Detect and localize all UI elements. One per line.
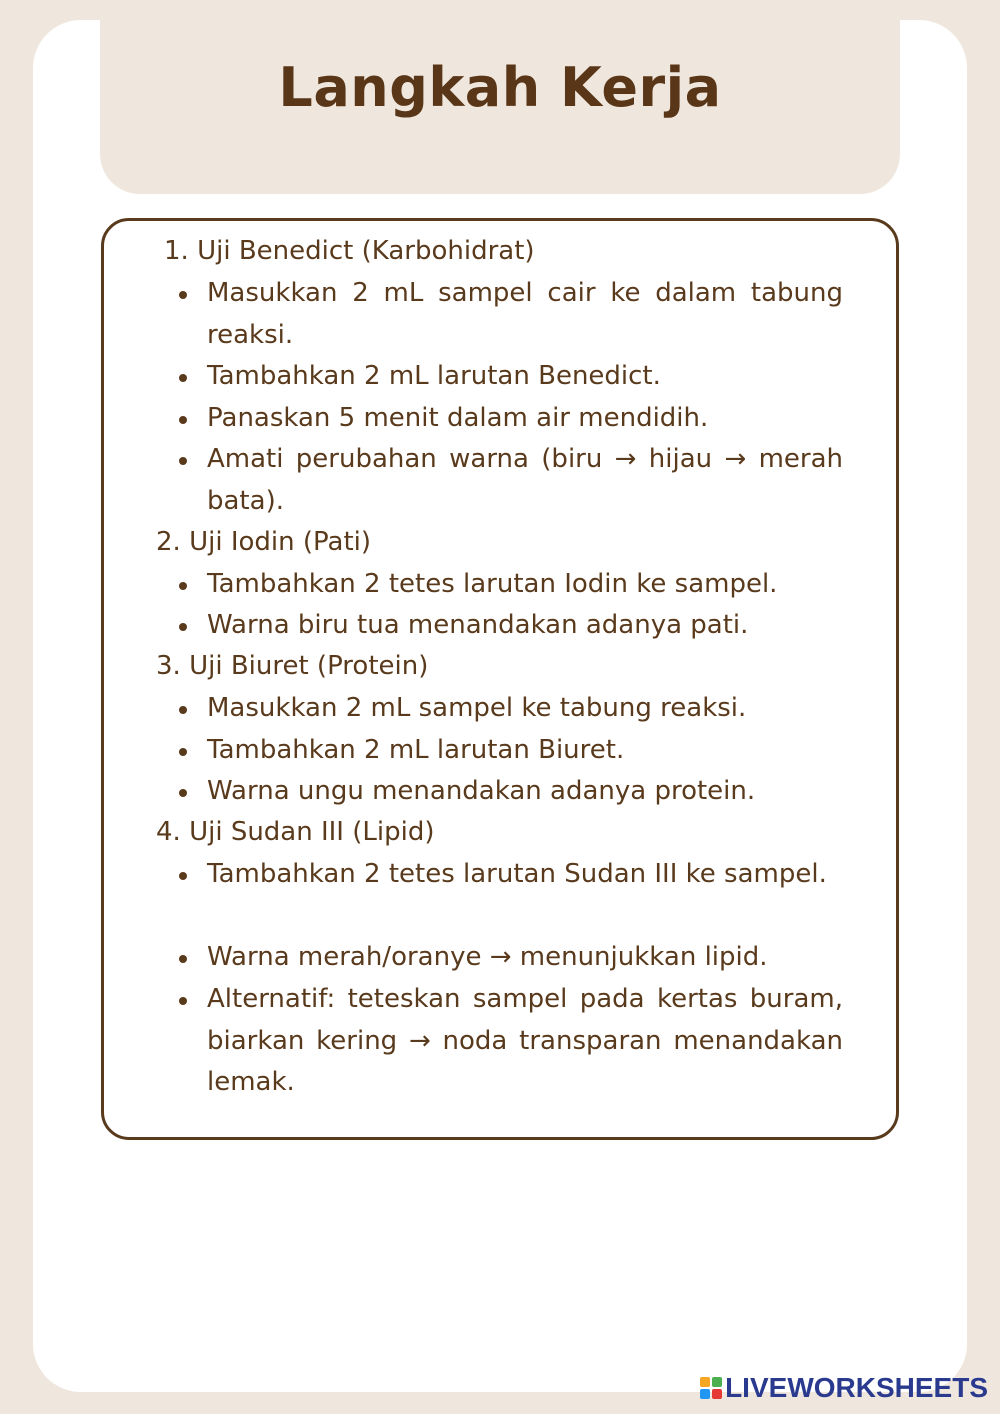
- bullet-icon: [179, 416, 187, 424]
- bullet-icon: [179, 789, 187, 797]
- list-item: Tambahkan 2 tetes larutan Iodin ke sampel.: [207, 569, 778, 599]
- page-title: Langkah Kerja: [278, 56, 722, 119]
- section-heading-biuret: 3. Uji Biuret (Protein): [156, 651, 429, 681]
- list-item: Panaskan 5 menit dalam air mendidih.: [207, 403, 709, 433]
- bullet-icon: [179, 997, 187, 1005]
- list-item: Warna merah/oranye → menunjukkan lipid.: [207, 942, 768, 972]
- bullet-icon: [179, 582, 187, 590]
- list-item: Warna biru tua menandakan adanya pati.: [207, 610, 749, 640]
- section-heading-benedict: 1. Uji Benedict (Karbohidrat): [164, 236, 535, 266]
- list-item: Alternatif: teteskan sampel pada kertas buram, biarkan kering → noda transparan menandakan lemak.: [207, 984, 843, 1097]
- list-item: Tambahkan 2 tetes larutan Sudan III ke sampel.: [207, 859, 827, 889]
- logo-square: [712, 1389, 722, 1399]
- logo-square: [700, 1389, 710, 1399]
- bullet-icon: [179, 457, 187, 465]
- list-item: Tambahkan 2 mL larutan Benedict.: [207, 361, 661, 391]
- bullet-icon: [179, 374, 187, 382]
- liveworksheets-logo-icon: [700, 1377, 722, 1399]
- list-item: Tambahkan 2 mL larutan Biuret.: [207, 735, 625, 765]
- list-item: Masukkan 2 mL sampel ke tabung reaksi.: [207, 693, 747, 723]
- bullet-icon: [179, 623, 187, 631]
- list-item: Amati perubahan warna (biru → hijau → merah bata).: [207, 444, 843, 516]
- list-item: Warna ungu menandakan adanya protein.: [207, 776, 756, 806]
- bullet-icon: [179, 291, 187, 299]
- steps-box: [101, 218, 899, 1140]
- watermark-text: LIVEWORKSHEETS: [725, 1372, 988, 1403]
- bullet-icon: [179, 706, 187, 714]
- section-heading-sudan: 4. Uji Sudan III (Lipid): [156, 817, 435, 847]
- liveworksheets-watermark: [700, 1370, 988, 1406]
- list-item: Masukkan 2 mL sampel cair ke dalam tabung reaksi.: [207, 278, 843, 350]
- section-heading-iodin: 2. Uji Iodin (Pati): [156, 527, 372, 557]
- logo-square: [712, 1377, 722, 1387]
- logo-square: [700, 1377, 710, 1387]
- bullet-icon: [179, 872, 187, 880]
- bullet-icon: [179, 748, 187, 756]
- bullet-icon: [179, 955, 187, 963]
